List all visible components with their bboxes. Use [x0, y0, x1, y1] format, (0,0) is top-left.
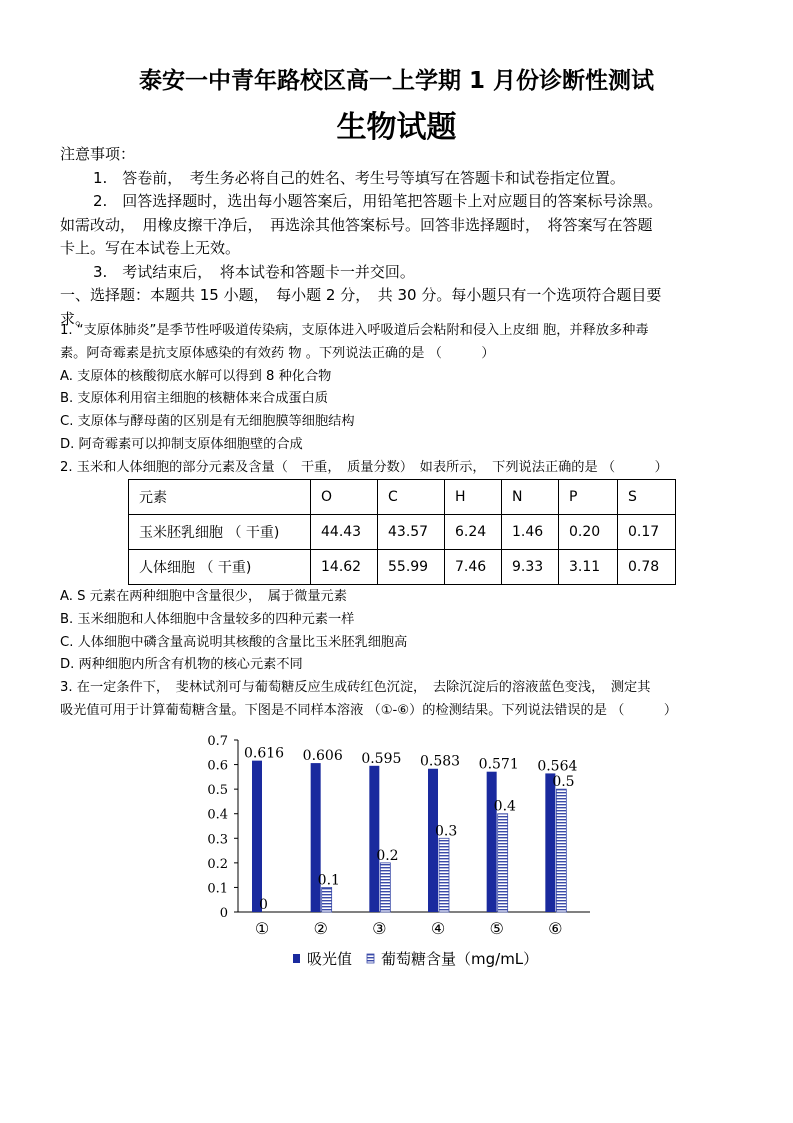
bar-glucose — [439, 838, 449, 912]
data-label-absorbance: 0.616 — [244, 745, 285, 762]
question-2-options — [60, 586, 740, 723]
instructions-heading: 注意事项： — [60, 145, 136, 163]
question-1-option-c: C. 支原体与酵母菌的区别是有无细胞膜等细胞结构 — [60, 414, 355, 430]
y-tick-label: 0.3 — [207, 832, 228, 848]
bar-absorbance — [428, 769, 438, 912]
data-label-absorbance: 0.564 — [537, 758, 578, 775]
table-cell: 玉米胚乳细胞 （ 干重) — [129, 515, 311, 550]
bar-absorbance — [369, 766, 379, 912]
table-cell: 1.46 — [502, 515, 559, 550]
question-2-option-c: C. 人体细胞中磷含量高说明其核酸的含量比玉米胚乳细胞高 — [60, 634, 408, 650]
data-label-glucose: 0.4 — [493, 798, 516, 815]
table-row — [129, 515, 676, 550]
table-cell: 0.17 — [618, 515, 676, 550]
element-content-table — [128, 479, 676, 585]
question-1-option-b: B. 支原体利用宿主细胞的核糖体来合成蛋白质 — [60, 391, 328, 407]
table-cell: P — [559, 480, 618, 515]
data-label-glucose: 0.5 — [552, 774, 575, 791]
bar-absorbance — [252, 761, 262, 912]
x-category-label: ① — [254, 919, 270, 938]
instruction-item-2-cont: 卡上。写在本试卷上无效。 — [60, 239, 241, 257]
y-tick-label: 0.5 — [207, 783, 228, 799]
table-cell: 3.11 — [559, 550, 618, 585]
table-cell: 44.43 — [311, 515, 378, 550]
exam-title: 泰安一中青年路校区高一上学期 1 月份诊断性测试 — [138, 68, 655, 94]
bar-absorbance — [311, 763, 321, 912]
data-label-absorbance: 0.583 — [420, 753, 461, 770]
legend-swatch-absorbance — [293, 954, 300, 963]
instruction-item-1: 1. 答卷前， 考生务必将自己的姓名、考生号等填写在答题卡和试卷指定位置。 — [93, 168, 625, 187]
question-3-stem: 3. 在一定条件下， 斐林试剂可与葡萄糖反应生成砖红色沉淀， 去除沉淀后的溶液蓝色变浅， 测定其 — [60, 680, 651, 696]
bar-glucose — [498, 814, 508, 912]
question-3-stem-cont: 吸光值可用于计算葡萄糖含量。下图是不同样本溶液 （①-⑥）的检测结果。下列说法错误的是 （ ） — [60, 702, 678, 718]
data-label-absorbance: 0.595 — [361, 750, 402, 767]
bar-glucose — [556, 789, 566, 912]
data-label-absorbance: 0.571 — [478, 756, 519, 773]
table-cell: 0.20 — [559, 515, 618, 550]
bar-glucose — [322, 887, 332, 912]
bar-absorbance — [487, 772, 497, 912]
x-category-label: ⑤ — [489, 919, 504, 938]
x-category-label: ⑥ — [548, 919, 563, 938]
table-cell: S — [618, 480, 676, 515]
bar-glucose — [380, 863, 390, 912]
question-2-option-b: B. 玉米细胞和人体细胞中含量较多的四种元素一样 — [60, 611, 355, 627]
table-row — [129, 550, 676, 585]
data-label-absorbance: 0.606 — [302, 748, 343, 765]
instruction-item-3: 3. 考试结束后， 将本试卷和答题卡一并交回。 — [93, 262, 415, 281]
x-category-label: ③ — [372, 919, 387, 938]
table-cell: 55.99 — [378, 550, 445, 585]
section-heading: 一、选择题：本题共 15 小题， 每小题 2 分， 共 30 分。每小题只有一个选项符合题目要 — [60, 286, 662, 304]
table-cell: 0.78 — [618, 550, 676, 585]
instructions — [60, 143, 735, 331]
y-tick-label: 0.6 — [207, 758, 228, 774]
table-cell: H — [445, 480, 502, 515]
table-cell: C — [378, 480, 445, 515]
y-tick-label: 0.7 — [207, 734, 228, 749]
instruction-item-2-cont: 如需改动， 用橡皮擦干净后， 再选涂其他答案标号。回答非选择题时， 将答案写在答题 — [60, 215, 653, 234]
legend-label-glucose: 葡萄糖含量（mg/mL） — [381, 950, 539, 968]
x-category-label: ② — [313, 919, 328, 938]
table-cell: O — [311, 480, 378, 515]
question-2-stem: 2. 玉米和人体细胞的部分元素及含量（ 干重， 质量分数） 如表所示， 下列说法正确的是 （ ） — [60, 459, 668, 475]
table-cell: 14.62 — [311, 550, 378, 585]
y-tick-label: 0.1 — [207, 881, 228, 897]
absorbance-glucose-chart — [190, 726, 610, 976]
table-header-row — [129, 480, 676, 515]
bar-absorbance — [545, 773, 555, 912]
x-category-label: ④ — [430, 919, 446, 938]
legend-label-absorbance: 吸光值 — [307, 950, 353, 968]
question-1-stem-cont: 素。阿奇霉素是抗支原体感染的有效药 物 。下列说法正确的是 （ ） — [60, 345, 495, 361]
data-label-glucose: 0.2 — [376, 847, 399, 864]
table-cell: N — [502, 480, 559, 515]
data-label-glucose: 0.1 — [317, 872, 340, 889]
question-1-option-a: A. 支原体的核酸彻底水解可以得到 8 种化合物 — [60, 368, 332, 384]
y-tick-label: 0 — [219, 906, 228, 921]
y-tick-label: 0.2 — [207, 856, 228, 872]
table-cell: 元素 — [129, 480, 311, 515]
question-1-stem: 1. “支原体肺炎”是季节性呼吸道传染病，支原体进入呼吸道后会粘附和侵入上皮细 胞，并释放多种毒 — [60, 323, 649, 338]
question-1-option-d: D. 阿奇霉素可以抑制支原体细胞壁的合成 — [60, 436, 303, 452]
legend-swatch-glucose — [367, 954, 374, 963]
table-cell: 7.46 — [445, 550, 502, 585]
table-cell: 9.33 — [502, 550, 559, 585]
section-heading-cont: 求。 — [60, 309, 91, 328]
data-label-glucose: 0.3 — [435, 823, 458, 840]
question-2-option-d: D. 两种细胞内所含有机物的核心元素不同 — [60, 657, 303, 673]
table-cell: 6.24 — [445, 515, 502, 550]
table-cell: 人体细胞 （ 干重) — [129, 550, 311, 585]
data-label-glucose: 0 — [259, 897, 268, 913]
y-tick-label: 0.4 — [207, 807, 228, 823]
instruction-item-2: 2. 回答选择题时，选出每小题答案后，用铅笔把答题卡上对应题目的答案标号涂黑。 — [93, 192, 663, 210]
question-2-option-a: A. S 元素在两种细胞中含量很少， 属于微量元素 — [60, 589, 347, 604]
subject-title: 生物试题 — [336, 110, 457, 145]
table-cell: 43.57 — [378, 515, 445, 550]
question-1 — [60, 320, 740, 480]
